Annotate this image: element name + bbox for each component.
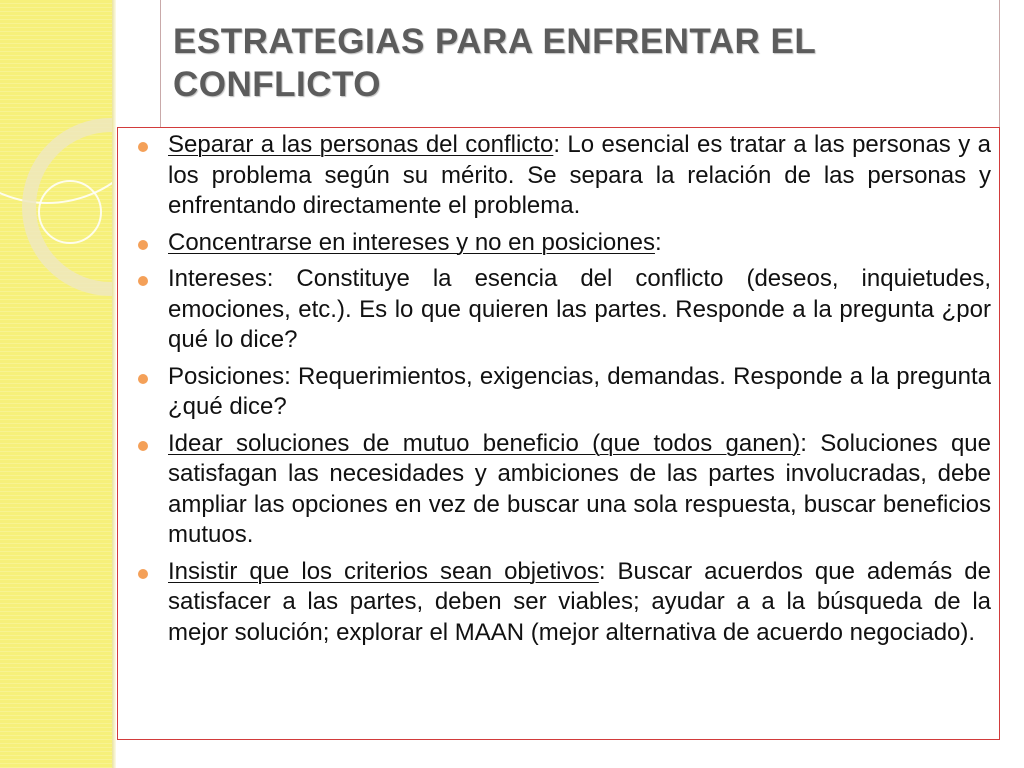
bullet-item-posiciones bbox=[168, 362, 991, 423]
bullet-item-concentrarse bbox=[168, 228, 991, 259]
bullet-text: Lo esencial es tratar a las personas y a los problema según su mérito. Se separa la relación de las personas y enfrentando directamente el problema. bbox=[168, 131, 991, 219]
slide-title: ESTRATEGIAS PARA ENFRENTAR EL CONFLICTO bbox=[173, 22, 816, 104]
bullet-dot-icon bbox=[138, 240, 148, 250]
bullet-separator: : bbox=[598, 557, 606, 585]
bullet-item-insistir bbox=[168, 557, 991, 649]
bullet-dot-icon bbox=[138, 569, 148, 579]
bullet-dot-icon bbox=[138, 142, 148, 152]
bullet-item-idear bbox=[168, 429, 991, 551]
bullet-text: Buscar acuerdos que además de satisfacer a las partes, deben ser viables; ayudar a a la búsqueda de la mejor solución; explorar el MAAN (mejor alternativa de acuerdo negociado). bbox=[168, 557, 991, 646]
bullet-separator: : bbox=[800, 429, 807, 457]
decorative-ring bbox=[38, 180, 102, 244]
bullet-lead: Concentrarse en intereses y no en posiciones bbox=[168, 228, 655, 256]
side-band-edge bbox=[112, 0, 116, 768]
bullet-dot-icon bbox=[138, 276, 148, 286]
bullet-item-separar bbox=[168, 130, 991, 222]
bullet-text: Soluciones que satisfagan las necesidades y ambiciones de las partes involucradas, debe ampliar las opciones en vez de buscar una sola respuesta, buscar beneficios mutuos. bbox=[168, 429, 991, 548]
bullet-dot-icon bbox=[138, 374, 148, 384]
bullet-lead: Insistir que los criterios sean objetivos bbox=[168, 557, 599, 585]
bullet-separator: : bbox=[553, 131, 560, 158]
bullet-lead: Separar a las personas del conflicto bbox=[168, 131, 554, 158]
bullet-text: Intereses: Constituye la esencia del conflicto (deseos, inquietudes, emociones, etc.). Es lo que quieren las partes. Responde a la pregunta ¿por qué lo dice? bbox=[168, 265, 991, 353]
bullet-list bbox=[168, 130, 991, 654]
bullet-text: Posiciones: Requerimientos, exigencias, demandas. Responde a la pregunta ¿qué dice? bbox=[168, 362, 991, 420]
bullet-lead: Idear soluciones de mutuo beneficio (que todos ganen) bbox=[168, 429, 801, 457]
bullet-item-intereses bbox=[168, 264, 991, 356]
decorative-side-band bbox=[0, 0, 112, 768]
bullet-dot-icon bbox=[138, 441, 148, 451]
bullet-separator: : bbox=[654, 228, 662, 256]
